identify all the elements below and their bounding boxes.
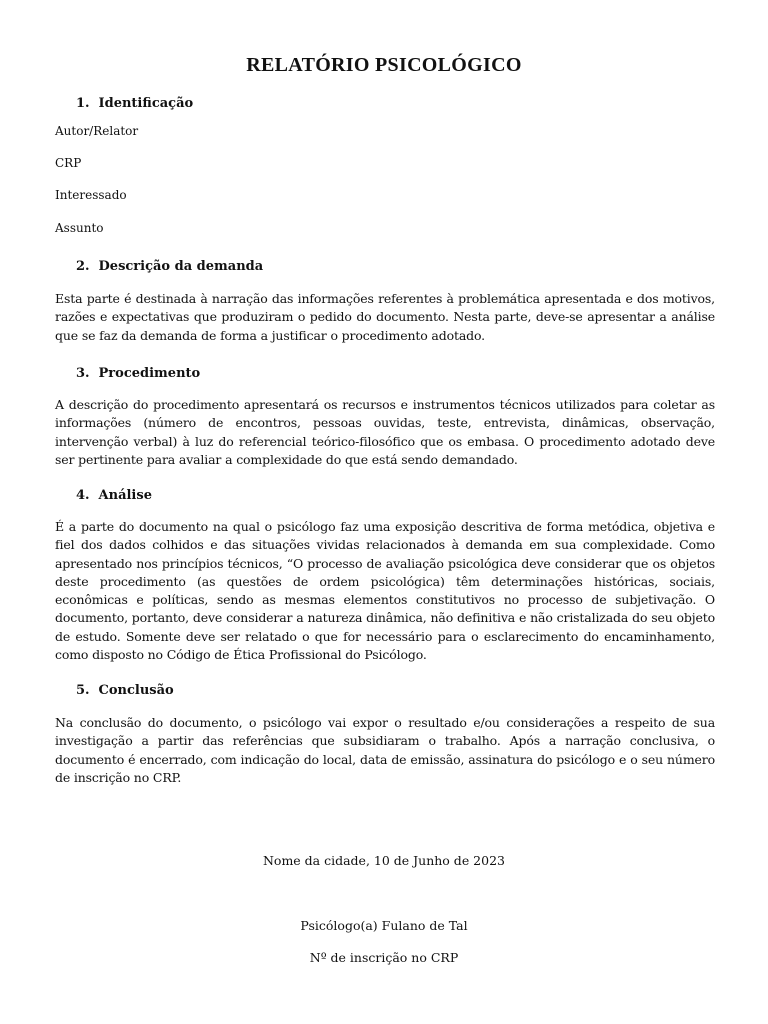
section-number: 3. bbox=[76, 366, 90, 381]
field-autor-relator: Autor/Relator bbox=[55, 124, 139, 138]
section-number: 1. bbox=[76, 96, 90, 111]
field-interessado: Interessado bbox=[55, 188, 127, 202]
section-title: Identificação bbox=[98, 96, 194, 111]
paragraph-analise: É a parte do documento na qual o psicólogo faz uma exposição descritiva de forma metódica, objetiva e fiel dos dados colhidos e das situações vividas relacionados à demanda em sua complexidade. Como apresentado nos princípios técnicos, “O processo de avaliação psicológica deve considerar que os objetos deste procedimento (as questões de ordem psicológica) têm determinações históricas, sociais, econômicas e políticas, sendo as mesmas elementos constitutivos no processo de subjetivação. O documento, portanto, deve considerar a natureza dinâmica, não definitiva e não cristalizada do seu objeto de estudo. Somente deve ser relatado o que for necessário para o esclarecimento do encaminhamento, como disposto no Código de Ética Profissional do Psicólogo. bbox=[55, 519, 715, 663]
section-title: Análise bbox=[98, 488, 152, 503]
section-heading-descricao-demanda bbox=[76, 259, 263, 274]
section-title: Descrição da demanda bbox=[98, 259, 264, 274]
section-heading-conclusao bbox=[76, 683, 174, 698]
section-number: 2. bbox=[76, 259, 90, 274]
paragraph-procedimento: A descrição do procedimento apresentará os recursos e instrumentos técnicos utilizados para coletar as informações (número de encontros, pessoas ouvidas, teste, entrevista, dinâmicas, observação, intervenção verbal) à luz do referencial teórico-filosófico que os embasa. O procedimento adotado deve ser pertinente para avaliar a complexidade do que está sendo demandado. bbox=[55, 397, 715, 467]
paragraph-descricao-demanda: Esta parte é destinada à narração das informações referentes à problemática apresentada e dos motivos, razões e expectativas que produziram o pedido do documento. Nesta parte, deve-se apresentar a análise que se faz da demanda de forma a justificar o procedimento adotado. bbox=[55, 291, 715, 343]
field-assunto: Assunto bbox=[55, 221, 104, 235]
section-heading-procedimento bbox=[76, 366, 200, 381]
section-number: 4. bbox=[76, 488, 90, 503]
section-title: Conclusão bbox=[98, 683, 174, 698]
document-title: RELATÓRIO PSICOLÓGICO bbox=[246, 54, 522, 76]
section-number: 5. bbox=[76, 683, 90, 698]
signature-name: Psicólogo(a) Fulano de Tal bbox=[300, 918, 468, 933]
place-date: Nome da cidade, 10 de Junho de 2023 bbox=[262, 853, 505, 868]
section-heading-analise bbox=[76, 488, 152, 503]
field-crp: CRP bbox=[55, 156, 82, 170]
section-title: Procedimento bbox=[98, 366, 201, 381]
paragraph-conclusao: Na conclusão do documento, o psicólogo vai expor o resultado e/ou considerações a respeito de sua investigação a partir das referências que subsidiaram o trabalho. Após a narração conclusiva, o documento é encerrado, com indicação do local, data de emissão, assinatura do psicólogo e o seu número de inscrição no CRP. bbox=[55, 715, 715, 785]
section-heading-identificacao bbox=[76, 96, 193, 111]
signature-crp: Nº de inscrição no CRP bbox=[309, 950, 459, 965]
